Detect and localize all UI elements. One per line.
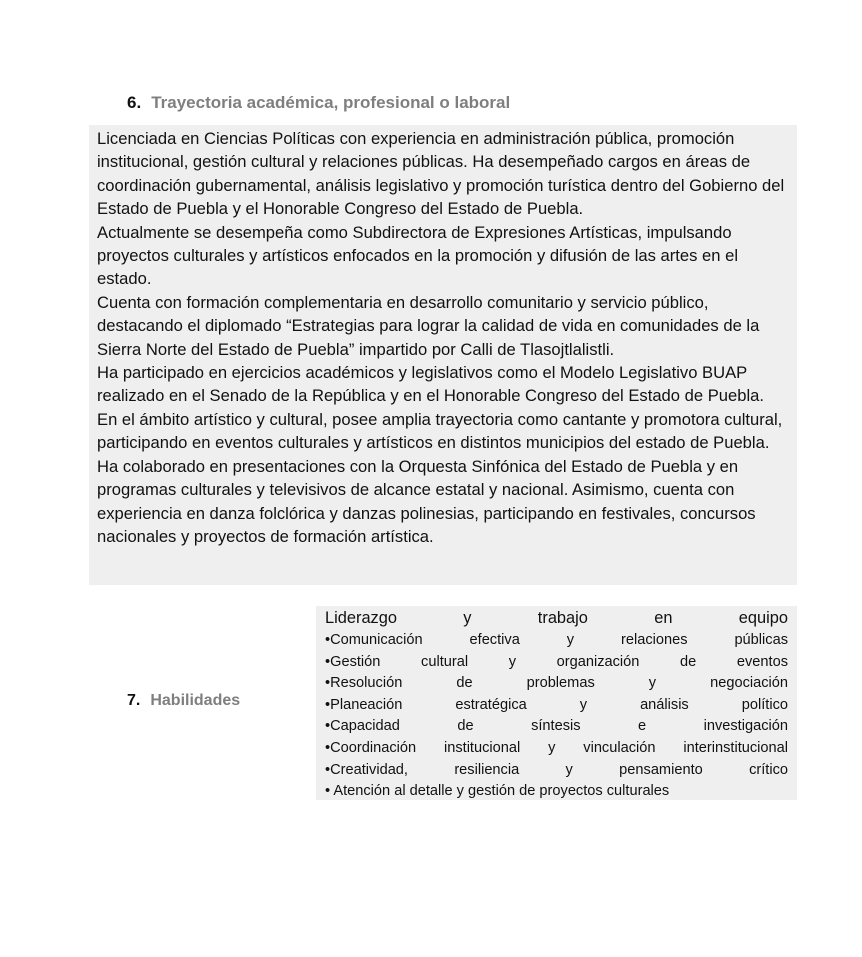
skill-item: •Capacidad de síntesis e investigación [325, 718, 788, 735]
skill-item: •Comunicación efectiva y relaciones públicas [325, 632, 788, 648]
skill-item: Liderazgo y trabajo en equipo [325, 609, 788, 627]
section-7-heading [127, 692, 240, 710]
career-paragraph: Cuenta con formación complementaria en desarrollo comunitario y servicio público, destacando el diplomado “Estrategias para lograr la calidad de vida en comunidades de la Sierra Norte del Estado de Puebla” impartido por Calli de Tlasojtlalistli. [97, 292, 760, 359]
career-paragraph: Actualmente se desempeña como Subdirectora de Expresiones Artísticas, impulsando proyectos culturales y artísticos enfocados en la promoción y difusión de las artes en el estado. [97, 222, 739, 289]
skill-item: •Coordinación institucional y vinculación interinstitucional [325, 739, 788, 756]
section-7-title: Habilidades [150, 692, 241, 709]
skill-item: •Planeación estratégica y análisis político [325, 696, 788, 713]
career-summary-box [89, 125, 797, 585]
section-6-heading [127, 93, 510, 113]
skill-item: •Creatividad, resiliencia y pensamiento crítico [325, 761, 788, 778]
skill-item: • Atención al detalle y gestión de proyectos culturales [325, 783, 670, 800]
career-paragraph: Licenciada en Ciencias Políticas con experiencia en administración pública, promoción institucional, gestión cultural y relaciones públicas. Ha desempeñado cargos en áreas de coordinación gubernamental, análisis legislativo y promoción turística dentro del Gobierno del Estado de Puebla y el Honorable Congreso del Estado de Puebla. [97, 129, 785, 219]
career-paragraph: Ha participado en ejercicios académicos y legislativos como el Modelo Legislativo BUAP realizado en el Senado de la República y en el Honorable Congreso del Estado de Puebla. [97, 363, 764, 406]
section-7-number: 7. [127, 692, 141, 709]
section-6-title: Trayectoria académica, profesional o laboral [151, 93, 511, 112]
skill-item: •Gestión cultural y organización de eventos [325, 653, 788, 670]
skill-item: •Resolución de problemas y negociación [325, 675, 788, 692]
section-6-number: 6. [127, 93, 142, 112]
career-paragraph: En el ámbito artístico y cultural, posee amplia trayectoria como cantante y promotora cultural, participando en eventos culturales y artísticos en distintos municipios del estado de Puebla. Ha colaborado en presentaciones con la Orquesta Sinfónica del Estado de Puebla y en programas culturales y televisivos de alcance estatal y nacional. Asimismo, cuenta con experiencia en danza folclórica y danzas polinesias, participando en festivales, concursos nacionales y proyectos de formación artística. [97, 409, 783, 546]
skills-box [316, 606, 797, 800]
